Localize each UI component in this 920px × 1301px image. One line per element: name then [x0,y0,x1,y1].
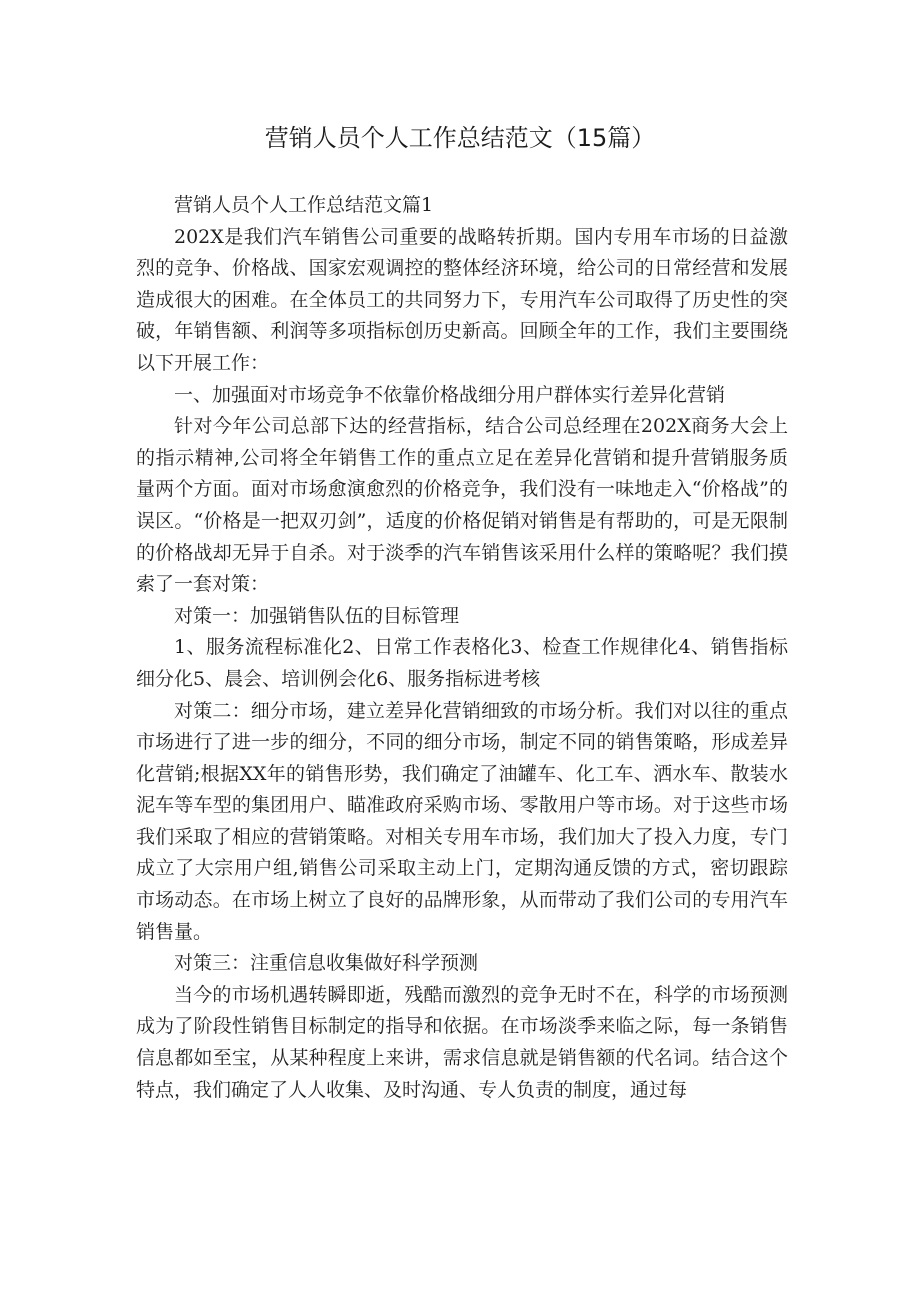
measure-heading-3: 对策三：注重信息收集做好科学预测 [174,952,479,975]
document-title: 营销人员个人工作总结范文（15篇） [264,124,656,152]
paragraph-measure-list: 1、服务流程标准化2、日常工作表格化3、检查工作规律化4、销售指标细分化5、晨会、培训例会化6、服务指标进考核 [136,636,788,690]
document-body [136,190,788,1106]
section-heading-1: 一、加强面对市场竞争不依靠价格战细分用户群体实行差异化营销 [174,383,726,406]
paragraph-measure-2: 对策二：细分市场，建立差异化营销细致的市场分析。我们对以往的重点市场进行了进一步的细分，不同的细分市场，制定不同的销售策略，形成差异化营销;根据XX年的销售形势，我们确定了油罐车、化工车、洒水车、散装水泥车等车型的集团用户、瞄准政府采购市场、零散用户等市场。对于这些市场我们采取了相应的营销策略。对相关专用车市场，我们加大了投入力度，专门成立了大宗用户组,销售公司采取主动上门，定期沟通反馈的方式，密切跟踪市场动态。在市场上树立了良好的品牌形象，从而带动了我们公司的专用汽车销售量。 [136,699,788,943]
article-heading: 营销人员个人工作总结范文篇1 [174,194,434,216]
measure-heading-1: 对策一：加强销售队伍的目标管理 [174,604,460,627]
paragraph-intro: 202X是我们汽车销售公司重要的战略转折期。国内专用车市场的日益激烈的竞争、价格战、国家宏观调控的整体经济环境，给公司的日常经营和发展造成很大的困难。在全体员工的共同努力下，专用汽车公司取得了历史性的突破，年销售额、利润等多项指标创历史新高。回顾全年的工作，我们主要围绕以下开展工作： [136,225,788,374]
paragraph-strategy: 针对今年公司总部下达的经营指标，结合公司总经理在202X商务大会上的指示精神,公司将全年销售工作的重点立足在差异化营销和提升营销服务质量两个方面。面对市场愈演愈烈的价格竞争，我们没有一味地走入“价格战”的误区。“价格是一把双刃剑”，适度的价格促销对销售是有帮助的，可是无限制的价格战却无异于自杀。对于淡季的汽车销售该采用什么样的策略呢？我们摸索了一套对策： [136,415,788,596]
paragraph-market-forecast: 当今的市场机遇转瞬即逝，残酷而激烈的竞争无时不在，科学的市场预测成为了阶段性销售目标制定的指导和依据。在市场淡季来临之际，每一条销售信息都如至宝，从某种程度上来讲，需求信息就是销售额的代名词。结合这个特点，我们确定了人人收集、及时沟通、专人负责的制度，通过每 [136,983,788,1101]
